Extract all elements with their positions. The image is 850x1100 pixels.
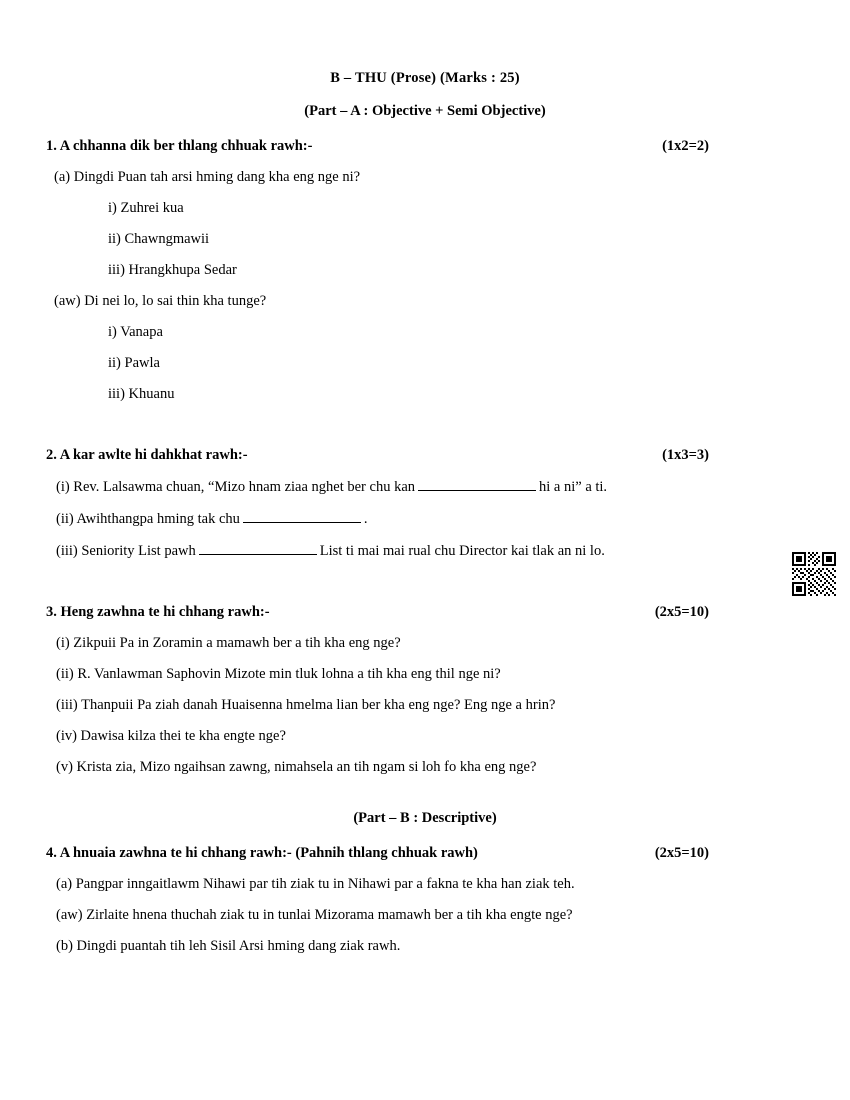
- question-2-item-i-post: hi a ni” a ti.: [539, 479, 608, 495]
- question-3-header: [46, 604, 804, 621]
- question-4-header: [46, 845, 804, 862]
- page-title: B – THU (Prose) (Marks : 25): [330, 70, 520, 86]
- part-b-heading: (Part – B : Descriptive): [353, 810, 497, 826]
- question-3-item-v: (v) Krista zia, Mizo ngaihsan zawng, nimahsela an tih ngam si loh fo kha eng nge?: [56, 759, 537, 775]
- question-1-option-aw-i: i) Vanapa: [108, 324, 163, 340]
- question-1-item-aw: (aw) Di nei lo, lo sai thin kha tunge?: [54, 293, 267, 309]
- question-1-text: 1. A chhanna dik ber thlang chhuak rawh:-: [46, 138, 313, 154]
- question-2-item-iii-pre: (iii) Seniority List pawh: [56, 543, 196, 559]
- qr-code-icon: [792, 552, 836, 596]
- question-1-option-iii: iii) Hrangkhupa Sedar: [108, 262, 237, 278]
- question-4-item-b: (b) Dingdi puantah tih leh Sisil Arsi hming dang ziak rawh.: [56, 938, 401, 954]
- question-2-item-i-pre: (i) Rev. Lalsawma chuan, “Mizo hnam ziaa nghet ber chu kan: [56, 479, 416, 495]
- question-2-item-iii-post: List ti mai mai rual chu Director kai tlak an ni lo.: [319, 543, 605, 559]
- question-1-option-aw-iii: iii) Khuanu: [108, 386, 175, 402]
- question-1-header: [46, 138, 804, 155]
- part-a-heading: (Part – A : Objective + Semi Objective): [304, 103, 546, 119]
- question-3-item-iv: (iv) Dawisa kilza thei te kha engte nge?: [56, 728, 286, 744]
- question-4-text: 4. A hnuaia zawhna te hi chhang rawh:- (Pahnih thlang chhuak rawh): [46, 845, 478, 861]
- question-2-header: [46, 447, 804, 464]
- question-2-item-iii: [46, 542, 804, 560]
- question-1-marks: (1x2=2): [662, 138, 709, 154]
- question-1-option-ii: ii) Chawngmawii: [108, 231, 210, 247]
- question-2-marks: (1x3=3): [662, 447, 709, 463]
- question-4-item-aw: (aw) Zirlaite hnena thuchah ziak tu in tunlai Mizorama mamawh ber a tih kha engte nge?: [56, 907, 573, 923]
- question-2-text: 2. A kar awlte hi dahkhat rawh:-: [46, 447, 248, 463]
- question-3-item-i: (i) Zikpuii Pa in Zoramin a mamawh ber a tih kha eng nge?: [56, 635, 401, 651]
- question-2-item-ii: [46, 510, 804, 528]
- question-4-item-a: (a) Pangpar inngaitlawm Nihawi par tih ziak tu in Nihawi par a fakna te kha han ziak teh.: [56, 876, 575, 892]
- question-3-marks: (2x5=10): [654, 604, 709, 620]
- question-3-item-iii: (iii) Thanpuii Pa ziah danah Huaisenna hmelma lian ber kha eng nge? Eng nge a hrin?: [56, 697, 556, 713]
- spacer: [46, 403, 804, 429]
- question-2-item-i: [46, 478, 804, 496]
- question-1-item-a: (a) Dingdi Puan tah arsi hming dang kha eng nge ni?: [54, 169, 361, 185]
- fill-blank-line: [199, 542, 317, 555]
- spacer: [46, 560, 804, 586]
- question-3-item-ii: (ii) R. Vanlawman Saphovin Mizote min tluk lohna a tih kha eng thil nge ni?: [56, 666, 501, 682]
- fill-blank-line: [243, 510, 361, 523]
- question-2-item-ii-pre: (ii) Awihthangpa hming tak chu: [56, 511, 240, 527]
- question-1-option-aw-ii: ii) Pawla: [108, 355, 160, 371]
- question-2-item-ii-post: .: [363, 511, 368, 527]
- question-4-marks: (2x5=10): [654, 845, 709, 861]
- question-3-text: 3. Heng zawhna te hi chhang rawh:-: [46, 604, 270, 620]
- fill-blank-line: [418, 478, 536, 491]
- question-1-option-i: i) Zuhrei kua: [108, 200, 184, 216]
